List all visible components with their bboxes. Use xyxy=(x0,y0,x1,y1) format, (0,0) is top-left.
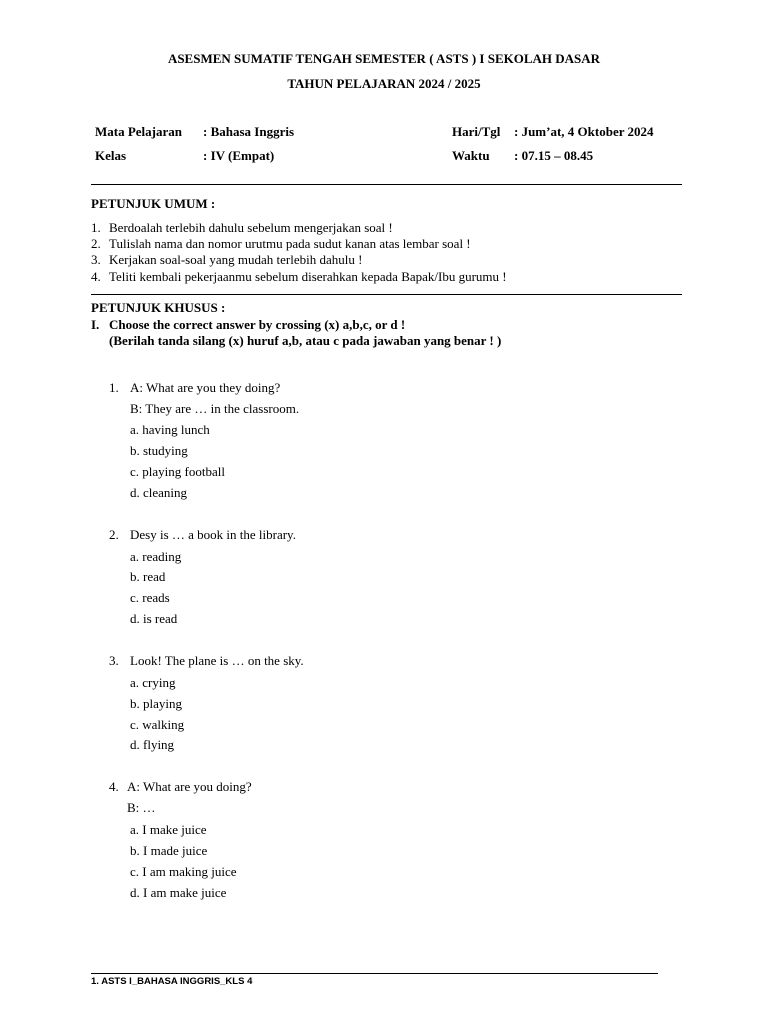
footer-label: 1. ASTS I_BAHASA INGGRIS_KLS 4 xyxy=(91,976,253,987)
divider-top xyxy=(91,184,682,185)
question-2-option-d: d. is read xyxy=(130,611,178,626)
general-item-3-num: 3. xyxy=(91,252,101,267)
question-3-line1: Look! The plane is … on the sky. xyxy=(130,653,304,668)
general-item-1-text: Berdoalah terlebih dahulu sebelum mengerjakan soal ! xyxy=(109,220,393,235)
question-1-option-b: b. studying xyxy=(130,443,188,458)
general-item-3-text: Kerjakan soal-soal yang mudah terlebih dahulu ! xyxy=(109,252,363,267)
question-4-line1: A: What are you doing? xyxy=(127,779,252,794)
section-instruction-en: Choose the correct answer by crossing (x) a,b,c, or d ! xyxy=(109,317,406,332)
question-3-option-d: d. flying xyxy=(130,737,175,752)
question-1-option-a: a. having lunch xyxy=(130,422,210,437)
question-3-number: 3. xyxy=(109,653,119,668)
subject-label: Mata Pelajaran xyxy=(95,124,183,139)
question-4-line2: B: … xyxy=(127,800,156,815)
class-value: : IV (Empat) xyxy=(203,148,275,163)
question-1-number: 1. xyxy=(109,380,119,395)
question-4-number: 4. xyxy=(109,779,119,794)
time-value: : 07.15 – 08.45 xyxy=(514,148,594,163)
question-2-line1: Desy is … a book in the library. xyxy=(130,527,296,542)
subject-value: : Bahasa Inggris xyxy=(203,124,295,139)
question-2-option-c: c. reads xyxy=(130,590,170,605)
question-1-line2: B: They are … in the classroom. xyxy=(130,401,300,416)
section-instruction-id: (Berilah tanda silang (x) huruf a,b, atau c pada jawaban yang benar ! ) xyxy=(109,333,502,348)
academic-year: TAHUN PELAJARAN 2024 / 2025 xyxy=(287,76,481,91)
question-1-option-d: d. cleaning xyxy=(130,485,188,500)
special-instructions-heading: PETUNJUK KHUSUS : xyxy=(91,300,226,315)
question-2-number: 2. xyxy=(109,527,119,542)
general-item-4-text: Teliti kembali pekerjaanmu sebelum diserahkan kepada Bapak/Ibu gurumu ! xyxy=(109,269,507,284)
date-value: : Jum’at, 4 Oktober 2024 xyxy=(514,124,654,139)
general-item-1-num: 1. xyxy=(91,220,101,235)
question-4-option-a: a. I make juice xyxy=(130,822,207,837)
date-label: Hari/Tgl xyxy=(452,124,501,139)
general-instructions-heading: PETUNJUK UMUM : xyxy=(91,196,216,211)
question-4-option-b: b. I made juice xyxy=(130,843,208,858)
time-label: Waktu xyxy=(452,148,490,163)
question-3-option-b: b. playing xyxy=(130,696,182,711)
question-2-option-b: b. read xyxy=(130,569,166,584)
question-4-option-d: d. I am make juice xyxy=(130,885,227,900)
exam-title: ASESMEN SUMATIF TENGAH SEMESTER ( ASTS ) I SEKOLAH DASAR xyxy=(167,51,601,66)
class-label: Kelas xyxy=(95,148,127,163)
question-4-option-c: c. I am making juice xyxy=(130,864,237,879)
question-1-option-c: c. playing football xyxy=(130,464,225,479)
section-number: I. xyxy=(91,317,100,332)
divider-middle xyxy=(91,294,682,295)
question-1-line1: A: What are you they doing? xyxy=(130,380,281,395)
footer-divider xyxy=(91,973,658,974)
general-item-2-text: Tulislah nama dan nomor urutmu pada sudut kanan atas lembar soal ! xyxy=(109,236,471,251)
question-3-option-a: a. crying xyxy=(130,675,176,690)
general-item-4-num: 4. xyxy=(91,269,101,284)
question-3-option-c: c. walking xyxy=(130,717,185,732)
question-2-option-a: a. reading xyxy=(130,549,182,564)
general-item-2-num: 2. xyxy=(91,236,101,251)
